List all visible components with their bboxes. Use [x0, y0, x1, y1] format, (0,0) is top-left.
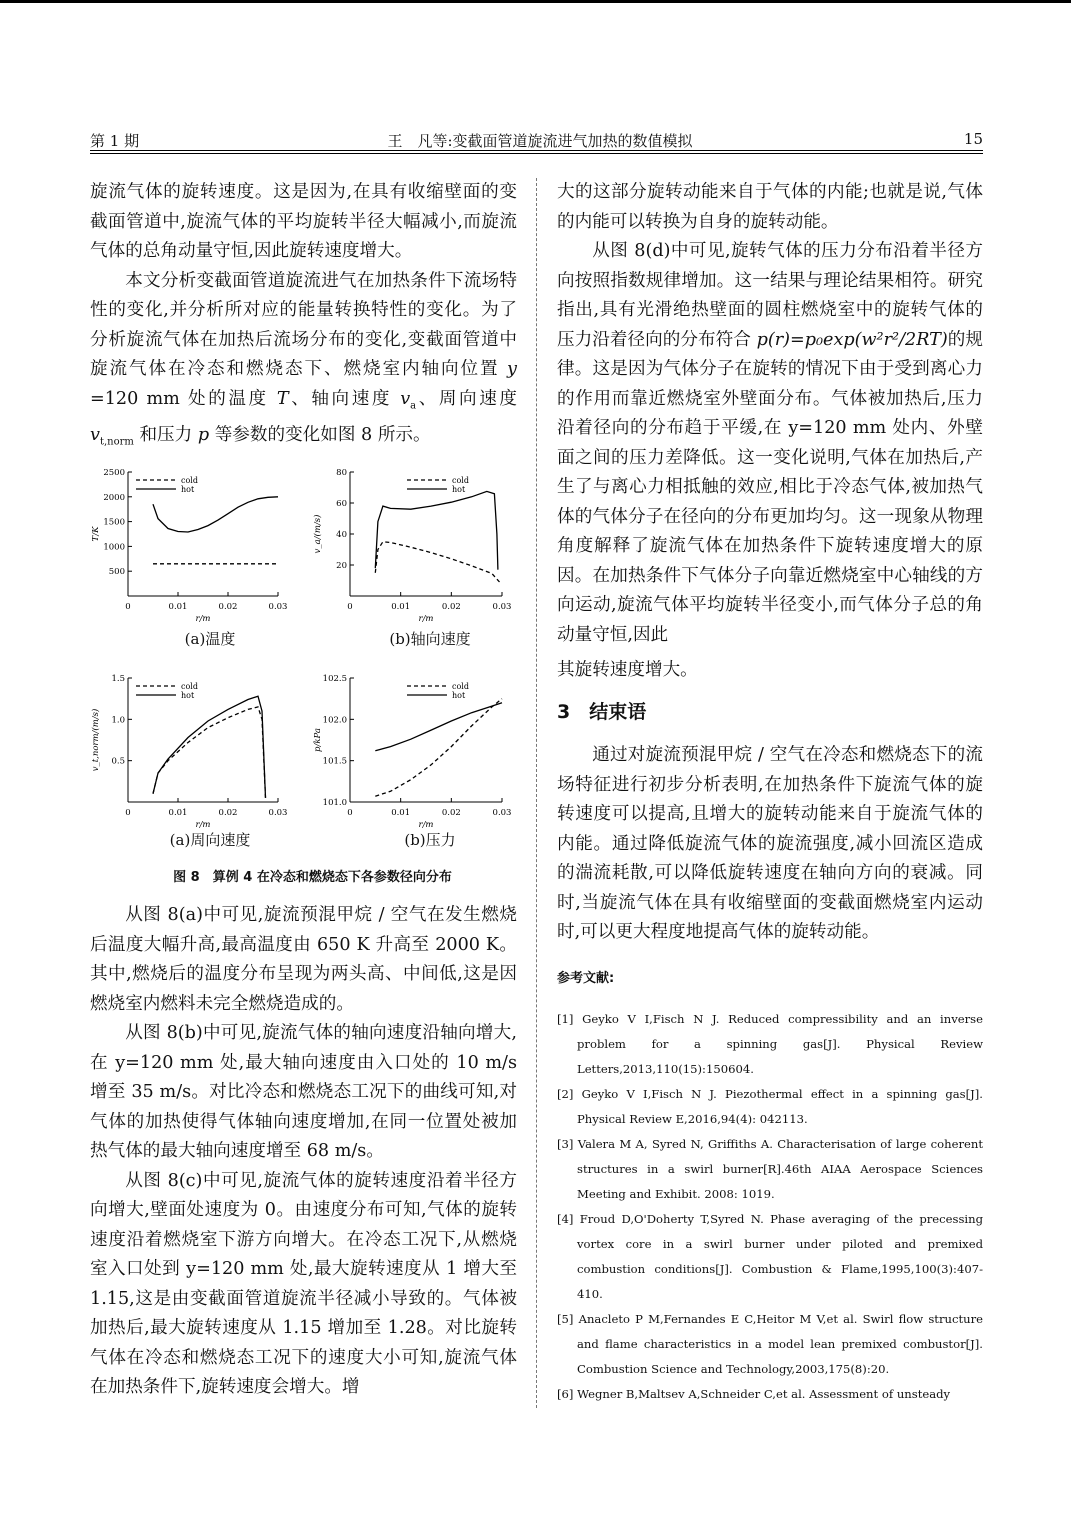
legend-label-hot: hot [452, 485, 466, 494]
y-tick-label: 40 [336, 530, 347, 540]
references-heading: 参考文献: [557, 970, 615, 986]
right-column [557, 178, 983, 1407]
y-tick-label: 500 [108, 567, 125, 578]
header-rule-2 [90, 153, 983, 154]
y-tick-label: 102.0 [322, 715, 347, 726]
x-tick-label: 0.02 [218, 808, 238, 818]
top-border [0, 0, 1071, 3]
paragraph: 其旋转速度增大。 [557, 660, 698, 680]
series-line-hot [375, 491, 498, 569]
y-axis-label: v_t,norm/(m/s) [91, 708, 101, 772]
reference-item: [5] Anacleto P M,Fernandes E C,Heitor M V,et al. Swirl flow structure and flame characteristics in a model lean premixed combustor[J]. Combustion Science and Technology,2003,175(8):20. [557, 1312, 983, 1376]
paragraph: 通过对旋流预混甲烷 / 空气在冷态和燃烧态下的流场特征进行初步分析表明,在加热条件下旋流气体的旋转速度可以提高,且增大的旋转动能来自于旋流气体的内能。通过降低旋流气体的旋流强度,减小回流区造成的湍流耗散,可以降低旋转速度在轴向方向的衰减。同时,当旋流气体在具有收缩壁面的变截面燃烧室内运动时,可以更大程度地提高气体的旋转动能。 [557, 745, 983, 942]
y-tick-label: 1500 [103, 517, 125, 528]
y-tick-label: 2500 [103, 468, 125, 478]
header-rule [90, 150, 983, 151]
running-title: 王 凡等:变截面管道旋流进气加热的数值模拟 [387, 132, 693, 150]
y-tick-label: 101.0 [322, 798, 347, 808]
caption-a: (a)温度 [184, 630, 236, 648]
y-tick-label: 80 [336, 468, 347, 478]
pressure-chart [310, 668, 520, 828]
x-tick-label: 0.03 [268, 808, 288, 818]
caption-c: (a)周向速度 [169, 831, 251, 849]
reference-item: [3] Valera M A, Syred N, Griffiths A. Characterisation of large coherent structures in a swirl burner[R].46th AIAA Aerospace Sciences Meeting and Exhibit. 2008: 1019. [557, 1137, 983, 1201]
reference-item: [2] Geyko V I,Fisch N J. Piezothermal effect in a spinning gas[J]. Physical Review E,2016,94(4): 042113. [557, 1087, 983, 1126]
y-axis-label: T/K [91, 526, 101, 542]
y-tick-label: 102.5 [322, 674, 347, 684]
y-tick-label: 101.5 [322, 756, 347, 767]
y-axis-label: p/kPa [313, 728, 323, 752]
x-tick-label: 0.01 [168, 602, 188, 612]
x-tick-label: 0.03 [492, 808, 512, 818]
x-tick-label: 0.01 [391, 602, 411, 612]
reference-item: [1] Geyko V I,Fisch N J. Reduced compressibility and an inverse problem for a spinning gas[J]. Physical Review Letters,2013,110(15):150604. [557, 1012, 983, 1076]
series-line-hot [375, 703, 502, 751]
legend-label-cold: cold [181, 682, 198, 691]
axial-velocity-chart [310, 462, 520, 622]
y-tick-label: 60 [336, 499, 347, 509]
y-tick-label: 0.5 [111, 756, 125, 767]
caption-d: (b)压力 [404, 831, 456, 849]
series-line-hot [153, 696, 266, 798]
paragraph: 本文分析变截面管道旋流进气在加热条件下流场特性的变化,并分析所对应的能量转换特性的变化。为了分析旋流气体在加热后流场分布的变化,变截面管道中旋流气体在冷态和燃烧态下、燃烧室内轴向位置 y =120 mm 处的温度 T、轴向速度 $v_a$、周向速度 $v_{t,norm}$ 和压力 p 等参数的变化如图 8 所示。 [90, 270, 517, 448]
y-tick-label: 1000 [103, 542, 125, 553]
series-line-cold [375, 542, 499, 582]
x-axis-label: r/m [195, 820, 211, 830]
x-tick-label: 0.01 [168, 808, 188, 818]
paragraph: 从图 8(c)中可见,旋流气体的旋转速度沿着半径方向增大,壁面处速度为 0。由速度分布可知,气体的旋转速度沿着燃烧室下游方向增大。在冷态工况下,从燃烧室入口处到 y=120 mm 处,最大旋转速度从 1 增大至 1.15,这是由变截面管道旋流半径减小导致的。气体被加热后,最大旋转速度从 1.15 增加至 1.28。对比旋转气体在冷态和燃烧态工况下的速度大小可知,旋流气体在加热条件下,旋转速度会增大。增 [90, 1170, 517, 1397]
left-column-bottom [90, 901, 517, 1403]
x-tick-label: 0.02 [441, 808, 461, 818]
x-tick-label: 0 [347, 808, 353, 818]
caption-b: (b)轴向速度 [389, 630, 471, 648]
legend-label-hot: hot [452, 691, 466, 700]
y-axis-label: v_a/(m/s) [313, 514, 323, 554]
page-number: 15 [963, 130, 983, 148]
legend-label-hot: hot [181, 485, 195, 494]
paragraph: 从图 8(b)中可见,旋流气体的轴向速度沿轴向增大,在 y=120 mm 处,最大轴向速度由入口处的 10 m/s 增至 35 m/s。对比冷态和燃烧态工况下的曲线可知,对气体的加热使得气体轴向速度增加,在同一位置处被加热气体的最大轴向速度增至 68 m/s。 [90, 1023, 517, 1161]
x-tick-label: 0.02 [441, 602, 461, 612]
legend-label-cold: cold [452, 476, 469, 485]
paragraph: 大的这部分旋转动能来自于气体的内能;也就是说,气体的内能可以转换为自身的旋转动能。 [557, 182, 983, 232]
x-tick-label: 0 [125, 808, 131, 818]
legend-label-cold: cold [452, 682, 469, 691]
y-tick-label: 2000 [103, 492, 125, 503]
x-tick-label: 0 [347, 602, 353, 612]
left-column-top [90, 178, 517, 457]
x-tick-label: 0 [125, 602, 131, 612]
paragraph: 旋流气体的旋转速度。这是因为,在具有收缩壁面的变截面管道中,旋流气体的平均旋转半径大幅减小,而旋流气体的总角动量守恒,因此旋转速度增大。 [90, 182, 517, 261]
series-line-cold [375, 699, 502, 797]
series-line-hot [153, 497, 278, 532]
x-axis-label: r/m [195, 614, 211, 624]
issue-number: 第 1 期 [90, 132, 140, 150]
column-divider [536, 178, 537, 1408]
reference-item: [4] Froud D,O'Doherty T,Syred N. Phase averaging of the precessing vortex core in a swirl burner under piloted and premixed combustion conditions[J]. Combustion & Flame,1995,100(3):407-410. [557, 1212, 983, 1301]
x-tick-label: 0.03 [492, 602, 512, 612]
temperature-chart [90, 462, 290, 622]
x-tick-label: 0.02 [218, 602, 238, 612]
legend-label-hot: hot [181, 691, 195, 700]
x-tick-label: 0.01 [391, 808, 411, 818]
y-tick-label: 20 [336, 561, 347, 571]
tangential-velocity-chart [90, 668, 290, 828]
x-axis-label: r/m [418, 820, 434, 830]
y-tick-label: 1.5 [111, 674, 125, 684]
reference-item: [6] Wegner B,Maltsev A,Schneider C,et al. Assessment of unsteady [557, 1387, 951, 1401]
x-tick-label: 0.03 [268, 602, 288, 612]
y-tick-label: 1.0 [111, 715, 125, 726]
paragraph: 从图 8(d)中可见,旋转气体的压力分布沿着半径方向按照指数规律增加。这一结果与理论结果相符。研究指出,具有光滑绝热壁面的圆柱燃烧室中的旋转气体的压力沿着径向的分布符合 p(r)=p₀exp(w²r²/2RT)的规律。这是因为气体分子在旋转的情况下由于受到离心力的作用而靠近燃烧室外壁面分布。气体被加热后,压力沿着径向的分布趋于平缓,在 y=120 mm 处内、外壁面之间的压力差降低。这一变化说明,气体在加热后,产生了与离心力相抵触的效应,相比于冷态气体,被加热气体的气体分子在径向的分布更加均匀。这一现象从物理角度解释了旋流气体在加热条件下旋转速度增大的原因。在加热条件下气体分子向靠近燃烧室中心轴线的方向运动,旋流气体平均旋转半径变小,而气体分子总的角动量守恒,因此 [557, 241, 983, 645]
section-heading: 3 结束语 [557, 700, 647, 723]
x-axis-label: r/m [418, 614, 434, 624]
figure-title: 图 8 算例 4 在冷态和燃烧态下各参数径向分布 [173, 870, 452, 885]
legend-label-cold: cold [181, 476, 198, 485]
paragraph: 从图 8(a)中可见,旋流预混甲烷 / 空气在发生燃烧后温度大幅升高,最高温度由 650 K 升高至 2000 K。其中,燃烧后的温度分布呈现为两头高、中间低,这是因燃烧室内燃料未完全燃烧造成的。 [90, 905, 517, 1014]
